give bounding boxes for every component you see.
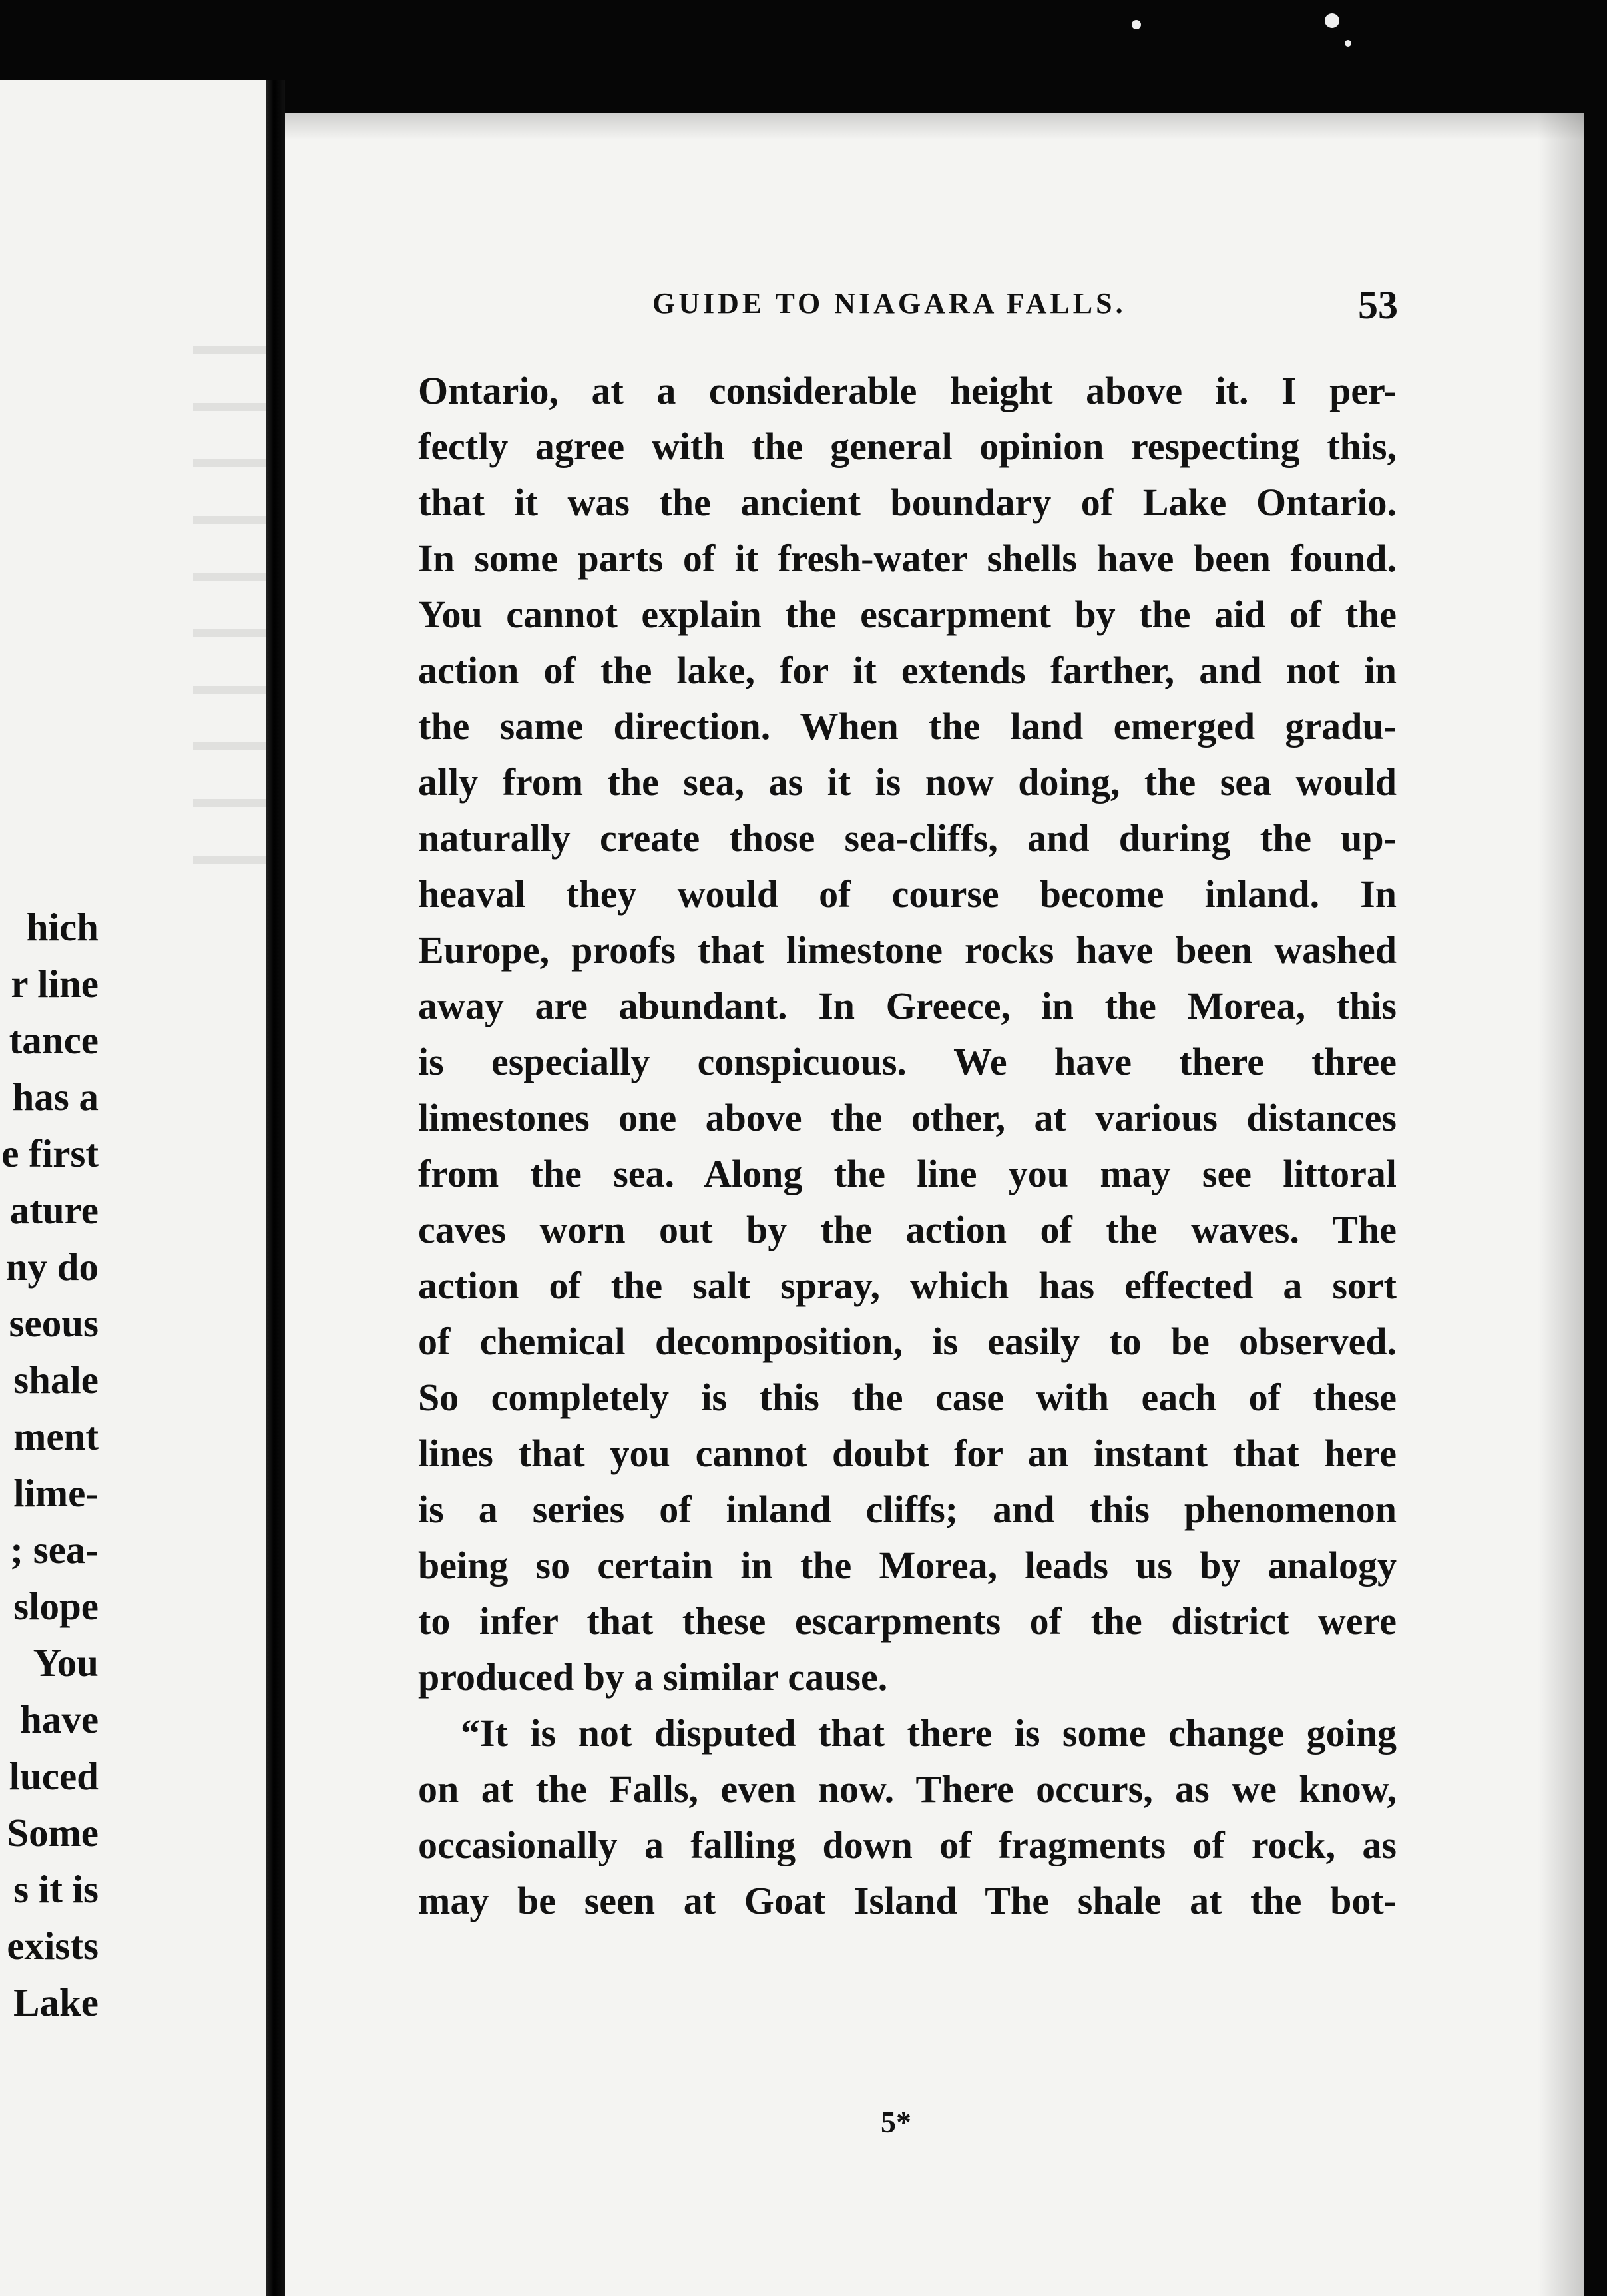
left-line-15: have [20, 1697, 99, 1741]
left-line-8: seous [9, 1301, 99, 1345]
text-line-22: being so certain in the Morea, leads us by analogy [418, 1544, 1397, 1587]
text-line-14: limestones one above the other, at various distances [418, 1096, 1397, 1139]
left-line-1: hich [26, 905, 99, 949]
dust-speck [1345, 40, 1351, 47]
right-page [285, 113, 1584, 2296]
left-line-20: Lake [13, 1980, 99, 2024]
text-line-17: action of the salt spray, which has effected a sort [418, 1264, 1397, 1307]
left-line-5: e first [1, 1131, 99, 1175]
text-line-2: fectly agree with the general opinion respecting this, [418, 425, 1397, 468]
text-line-26: on at the Falls, even now. There occurs, as we know, [418, 1767, 1397, 1811]
left-line-16: luced [9, 1754, 99, 1798]
left-line-17: Some [7, 1811, 99, 1855]
signature-mark: 5* [881, 2105, 911, 2139]
left-line-18: s it is [13, 1867, 99, 1911]
left-line-4: has a [12, 1075, 99, 1119]
left-facing-page [0, 80, 266, 2296]
dust-speck [1325, 13, 1339, 28]
left-line-11: lime- [13, 1471, 99, 1515]
text-line-10: heaval they would of course become inland. In [418, 872, 1397, 916]
text-line-13: is especially conspicuous. We have there three [418, 1040, 1397, 1083]
text-line-5: You cannot explain the escarpment by the aid of the [418, 593, 1397, 636]
text-line-19: So completely is this the case with each of these [418, 1376, 1397, 1419]
text-line-15: from the sea. Along the line you may see littoral [418, 1152, 1397, 1195]
page-top-shadow [285, 113, 1584, 140]
left-line-13: slope [13, 1584, 99, 1628]
left-line-9: shale [13, 1358, 99, 1402]
dust-speck [1132, 20, 1141, 29]
text-line-20: lines that you cannot doubt for an instant that here [418, 1432, 1397, 1475]
text-line-9: naturally create those sea-cliffs, and during the up- [418, 816, 1397, 860]
text-line-25: “It is not disputed that there is some change going [461, 1711, 1397, 1755]
left-line-14: You [33, 1641, 99, 1685]
text-line-1: Ontario, at a considerable height above it. I per- [418, 369, 1397, 412]
page-edge-shadow [1538, 113, 1584, 2296]
text-line-8: ally from the sea, as it is now doing, the sea would [418, 760, 1397, 804]
text-line-21: is a series of inland cliffs; and this phenomenon [418, 1488, 1397, 1531]
left-page-text [0, 899, 99, 2031]
left-line-10: ment [13, 1414, 99, 1458]
left-line-12: ; sea- [10, 1528, 99, 1572]
text-line-23: to infer that these escarpments of the district were [418, 1599, 1397, 1643]
bleed-through-text [193, 346, 266, 879]
left-line-2: r line [11, 962, 99, 1005]
left-line-19: exists [7, 1924, 99, 1968]
page-number: 53 [1358, 283, 1398, 327]
left-line-3: tance [9, 1018, 99, 1062]
text-line-27: occasionally a falling down of fragments of rock, as [418, 1823, 1397, 1866]
book-gutter [266, 80, 285, 2296]
page-header [285, 283, 1584, 340]
text-line-6: action of the lake, for it extends farther, and not in [418, 649, 1397, 692]
text-line-16: caves worn out by the action of the waves. The [418, 1208, 1397, 1251]
text-line-4: In some parts of it fresh-water shells have been found. [418, 537, 1397, 580]
text-line-12: away are abundant. In Greece, in the Morea, this [418, 984, 1397, 1027]
running-head: GUIDE TO NIAGARA FALLS. [652, 287, 1126, 320]
left-line-6: ature [9, 1188, 99, 1232]
text-line-28: may be seen at Goat Island The shale at the bot- [418, 1879, 1397, 1922]
text-line-11: Europe, proofs that limestone rocks have been washed [418, 928, 1397, 972]
text-line-18: of chemical decomposition, is easily to be observed. [418, 1320, 1397, 1363]
text-line-3: that it was the ancient boundary of Lake Ontario. [418, 481, 1397, 524]
body-text [418, 363, 1397, 1929]
left-line-7: ny do [5, 1245, 99, 1289]
text-line-7: the same direction. When the land emerged gradu- [418, 705, 1397, 748]
text-line-24: produced by a similar cause. [418, 1655, 888, 1699]
